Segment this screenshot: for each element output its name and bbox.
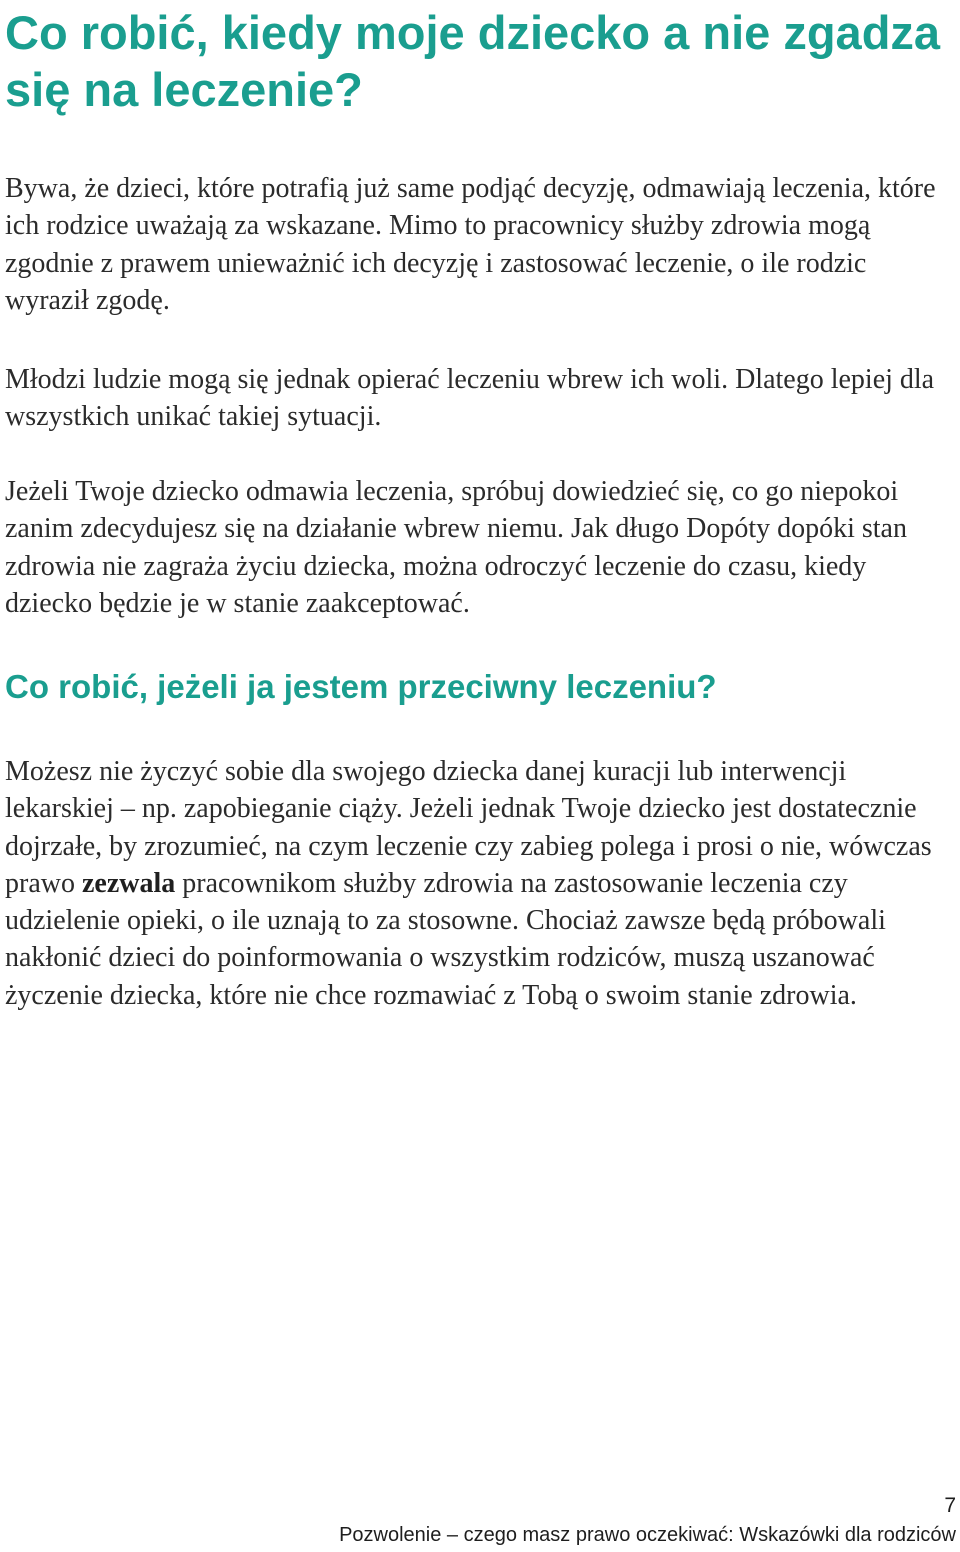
paragraph-1: Bywa, że dzieci, które potrafią już same podjąć decyzję, odmawiają leczenia, które ich rodzice uważają za wskazane. Mimo to pracownicy służby zdrowia mogą zgodnie z prawem unieważnić ich decyzję i zastosować leczenie, o ile rodzic wyraził zgodę. bbox=[5, 173, 936, 316]
paragraph-3: Jeżeli Twoje dziecko odmawia leczenia, spróbuj dowiedzieć się, co go niepokoi zanim zdecydujesz się na działanie wbrew niemu. Jak długo Dopóty dopóki stan zdrowia nie zagraża życiu dziecka, można odroczyć leczenie do czasu, kiedy dziecko będzie je w stanie zaakceptować. bbox=[5, 476, 907, 619]
page-footer: Pozwolenie – czego masz prawo oczekiwać: Wskazówki dla rodziców bbox=[339, 1524, 956, 1546]
paragraph-4-bold-word: zezwala bbox=[81, 867, 176, 899]
paragraph-4 bbox=[5, 753, 950, 1014]
page-title: Co robić, kiedy moje dziecko a nie zgadza się na leczenie? bbox=[5, 6, 941, 116]
section-heading: Co robić, jeżeli ja jestem przeciwny leczeniu? bbox=[5, 668, 717, 705]
paragraph-2: Młodzi ludzie mogą się jednak opierać leczeniu wbrew ich woli. Dlatego lepiej dla wszystkich unikać takiej sytuacji. bbox=[5, 364, 935, 433]
page-number: 7 bbox=[944, 1494, 956, 1517]
paragraph-4-text-after: pracownikom służby zdrowia na zastosowanie leczenia czy udzielenie opieki, o ile uznają to za stosowne. Chociaż zawsze będą próbowali nakłonić dzieci do poinformowania o wszystkim rodziców, muszą uszanować życzenie dziecka, które nie chce rozmawiać z Tobą o swoim stanie zdrowia. bbox=[5, 867, 886, 1011]
paragraph-4-text-before: Możesz nie życzyć sobie dla swojego dziecka danej kuracji lub interwencji lekarskiej – np. zapobieganie ciąży. Jeżeli jednak Twoje dziecko jest dostatecznie dojrzałe, by zrozumieć, na czym leczenie czy zabieg polega i prosi o nie, wówczas prawo bbox=[5, 756, 932, 899]
